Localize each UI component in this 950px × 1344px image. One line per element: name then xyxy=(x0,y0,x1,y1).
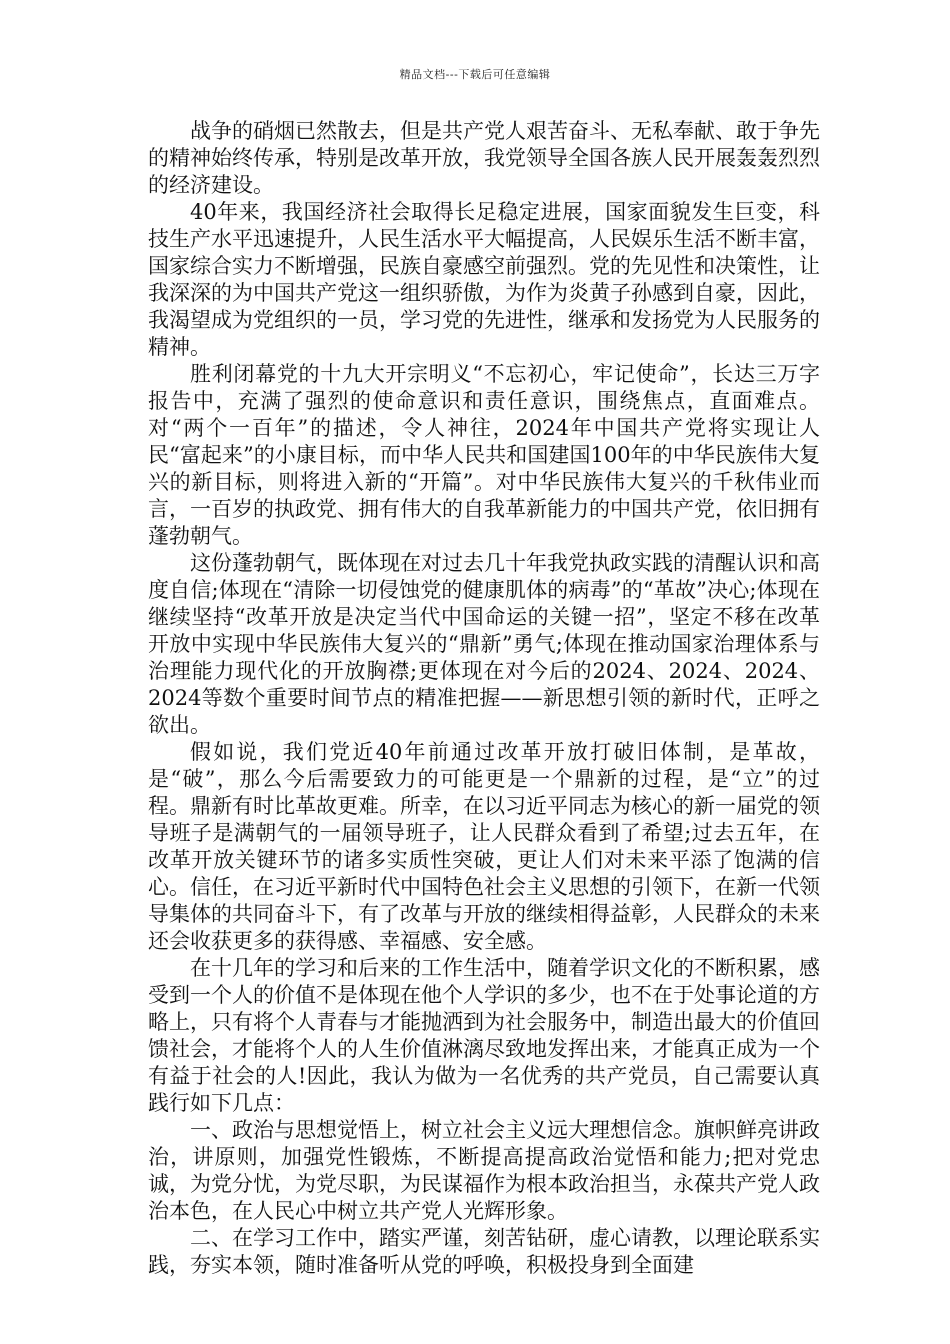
page-header: 精品文档---下载后可任意编辑 xyxy=(399,68,551,81)
paragraph: 战争的硝烟已然散去，但是共产党人艰苦奋斗、无私奉献、敢于争先的精神始终传承，特别是改革开放，我党领导全国各族人民开展轰轰烈烈的经济建设。 xyxy=(148,119,820,197)
paragraph: 胜利闭幕党的十九大开宗明义“不忘初心，牢记使命”，长达三万字报告中，充满了强烈的使命意识和责任意识，围绕焦点，直面难点。对“两个一百年”的描述，令人神往，2024年中国共产党将实现让人民“富起来”的小康目标，而中华人民共和国建国100年的中华民族伟大复兴的新目标，则将进入新的“开篇”。对中华民族伟大复兴的千秋伟业而言，一百岁的执政党、拥有伟大的自我革新能力的中国共产党，依旧拥有蓬勃朝气。 xyxy=(148,362,820,548)
paragraph: 在十几年的学习和后来的工作生活中，随着学识文化的不断积累，感受到一个人的价值不是体现在他个人学识的多少，也不在于处事论道的方略上，只有将个人青春与才能抛洒到为社会服务中，制造出最大的价值回馈社会，才能将个人的人生价值淋漓尽致地发挥出来，才能真正成为一个有益于社会的人!因此，我认为做为一名优秀的共产党员，自己需要认真践行如下几点： xyxy=(148,956,820,1115)
paragraph: 一、政治与思想觉悟上，树立社会主义远大理想信念。旗帜鲜亮讲政治，讲原则，加强党性锻炼，不断提高提高政治觉悟和能力;把对党忠诚，为党分忧，为党尽职，为民谋福作为根本政治担当，永葆共产党人政治本色，在人民心中树立共产党人光辉形象。 xyxy=(148,1118,820,1223)
paragraph: 二、在学习工作中，踏实严谨，刻苦钻研，虚心请教，以理论联系实践，夯实本领，随时准备听从党的呼唤，积极投身到全面建 xyxy=(148,1226,820,1277)
paragraph: 这份蓬勃朝气，既体现在对过去几十年我党执政实践的清醒认识和高度自信;体现在“清除一切侵蚀党的健康肌体的病毒”的“革故”决心;体现在继续坚持“改革开放是决定当代中国命运的关键一招”，坚定不移在改革开放中实现中华民族伟大复兴的“鼎新”勇气;体现在推动国家治理体系与治理能力现代化的开放胸襟;更体现在对今后的2024、2024、2024、2024等数个重要时间节点的精准把握——新思想引领的新时代，正呼之欲出。 xyxy=(148,551,820,737)
paragraph: 40年来，我国经济社会取得长足稳定进展，国家面貌发生巨变，科技生产水平迅速提升，人民生活水平大幅提高，人民娱乐生活不断丰富，国家综合实力不断增强，民族自豪感空前强烈。党的先见性和决策性，让我深深的为中国共产党这一组织骄傲，为作为炎黄子孙感到自豪，因此，我渴望成为党组织的一员，学习党的先进性，继承和发扬党为人民服务的精神。 xyxy=(148,200,820,359)
document-body xyxy=(148,118,820,1279)
paragraph: 假如说，我们党近40年前通过改革开放打破旧体制，是革故，是“破”，那么今后需要致力的可能更是一个鼎新的过程，是“立”的过程。鼎新有时比革故更难。所幸，在以习近平同志为核心的新一届党的领导班子是满朝气的一届领导班子，让人民群众看到了希望;过去五年，在改革开放关键环节的诸多实质性突破，更让人们对未来平添了饱满的信心。信任，在习近平新时代中国特色社会主义思想的引领下，在新一代领导集体的共同奋斗下，有了改革与开放的继续相得益彰，人民群众的未来还会收获更多的获得感、幸福感、安全感。 xyxy=(148,740,820,953)
